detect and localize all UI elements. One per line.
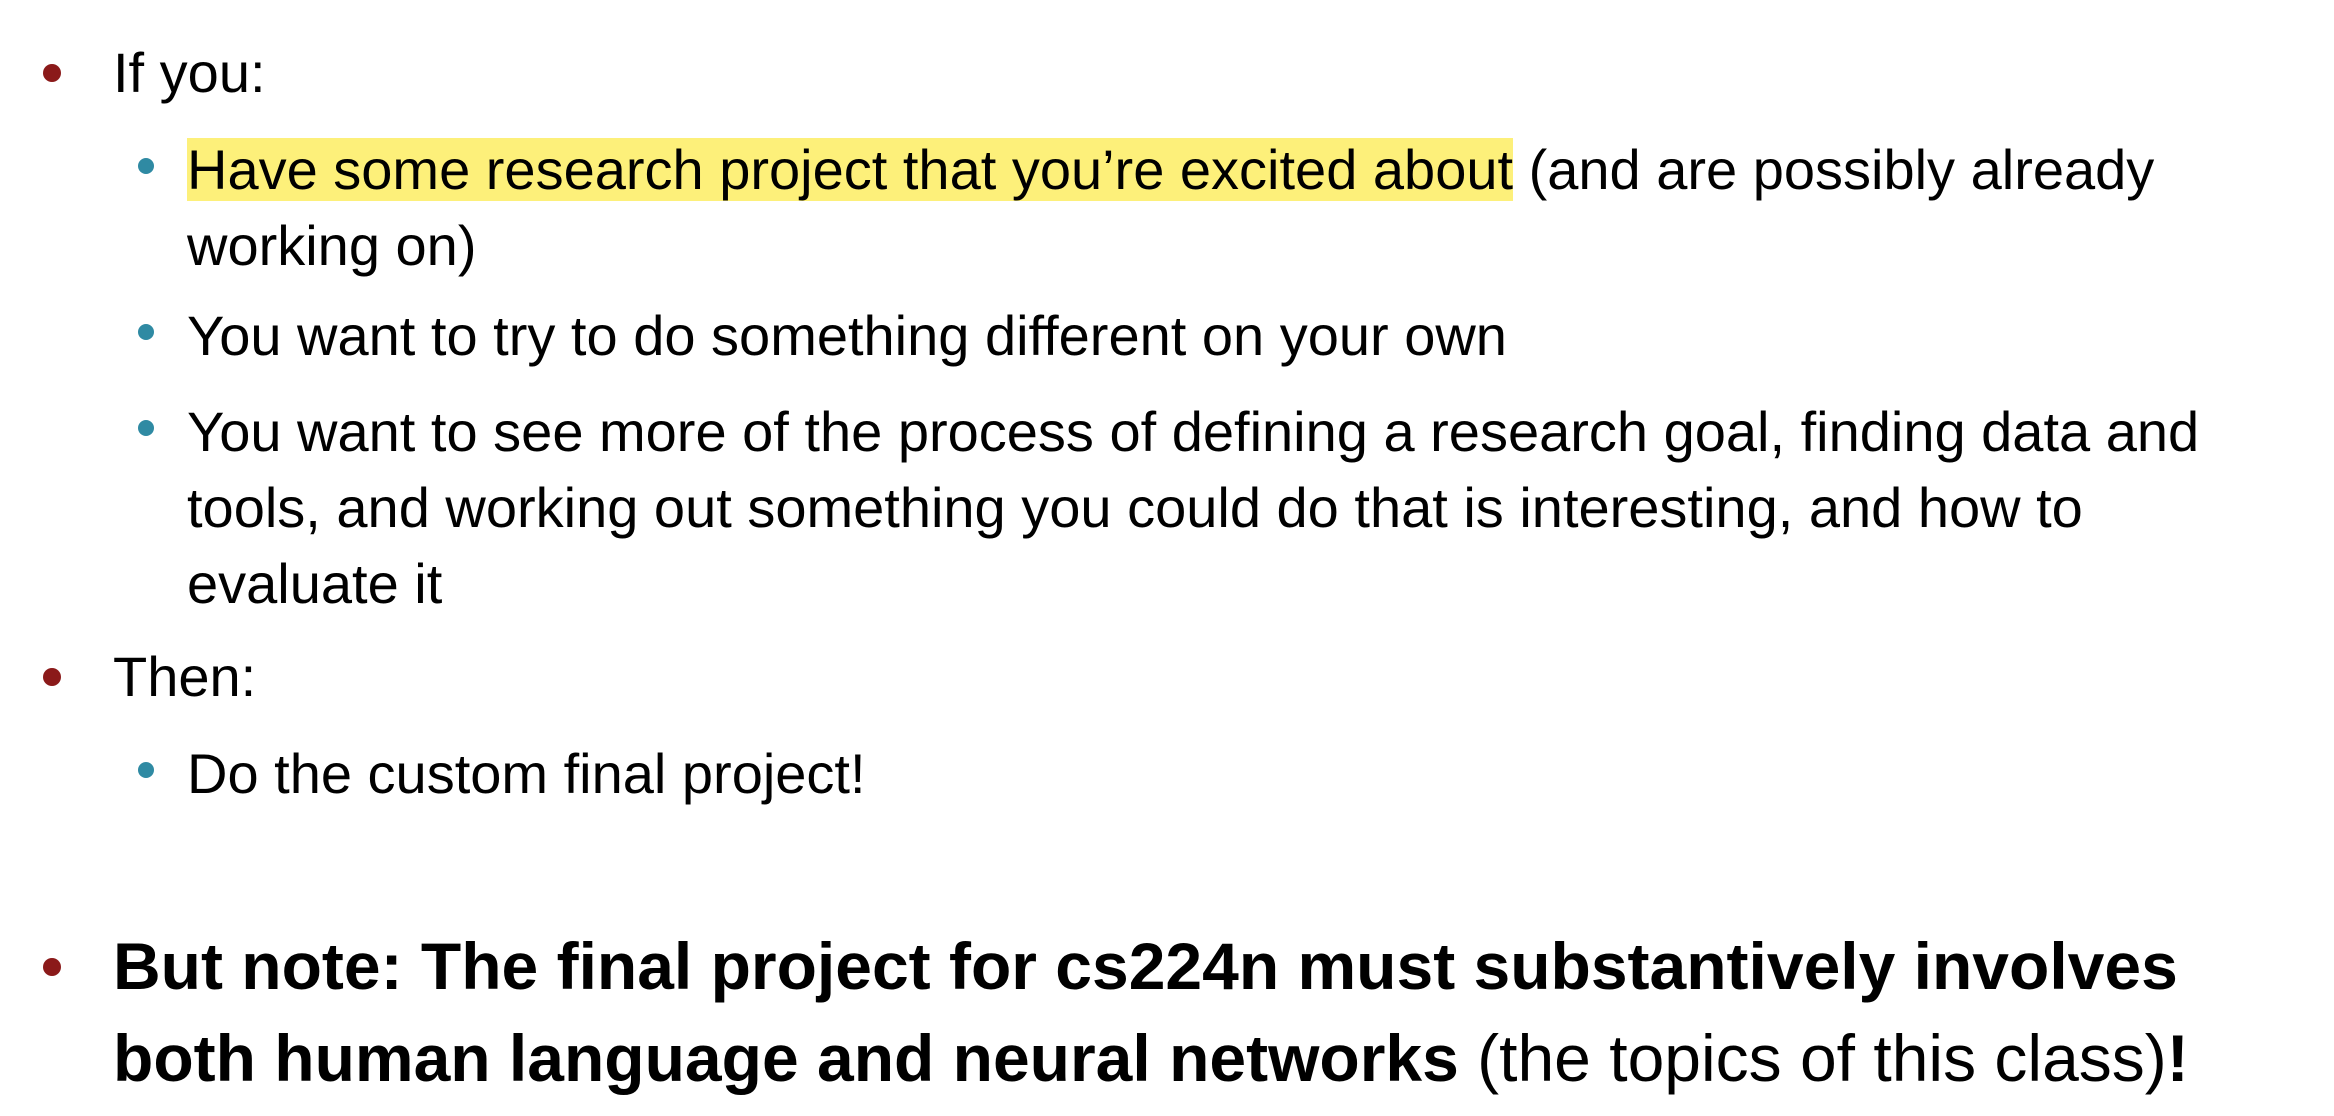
bullet-note	[0, 920, 2334, 1104]
sub-bullet-text-continued: working on)	[187, 214, 477, 277]
bullet-dot-icon	[43, 958, 61, 976]
bullet-if-you	[0, 40, 2334, 106]
bullet-text: Then:	[113, 645, 257, 708]
note-normal-text: (the topics of this class)	[1458, 1021, 2167, 1095]
bullet-text: If you:	[113, 41, 266, 104]
note-bold-text-continued: both human language and neural networks	[113, 1021, 1459, 1095]
note-bold-text: But note: The final project for cs224n must substantively involves	[113, 929, 2178, 1003]
sub-bullet-custom-project	[0, 736, 2334, 812]
sub-bullet-text: You want to try to do something different on your own	[187, 304, 1507, 367]
sub-bullet-different	[0, 298, 2334, 374]
sub-bullet-text-continued: evaluate it	[187, 552, 443, 615]
sub-bullet-dot-icon	[138, 324, 154, 340]
sub-bullet-text: You want to see more of the process of defining a research goal, finding data and	[187, 400, 2200, 463]
sub-bullet-process	[0, 394, 2334, 622]
sub-bullet-dot-icon	[138, 420, 154, 436]
sub-bullet-research-project	[0, 132, 2334, 284]
sub-bullet-dot-icon	[138, 158, 154, 174]
highlighted-text: Have some research project that you’re excited about	[187, 138, 1514, 201]
sub-bullet-text-continued: tools, and working out something you could do that is interesting, and how to	[187, 476, 2083, 539]
sub-bullet-dot-icon	[138, 762, 154, 778]
sub-bullet-text: Do the custom final project!	[187, 742, 866, 805]
note-exclamation: !	[2166, 1021, 2189, 1095]
bullet-dot-icon	[43, 668, 61, 686]
bullet-dot-icon	[43, 64, 61, 82]
sub-bullet-text: (and are possibly already	[1513, 138, 2155, 201]
bullet-then	[0, 644, 2334, 710]
